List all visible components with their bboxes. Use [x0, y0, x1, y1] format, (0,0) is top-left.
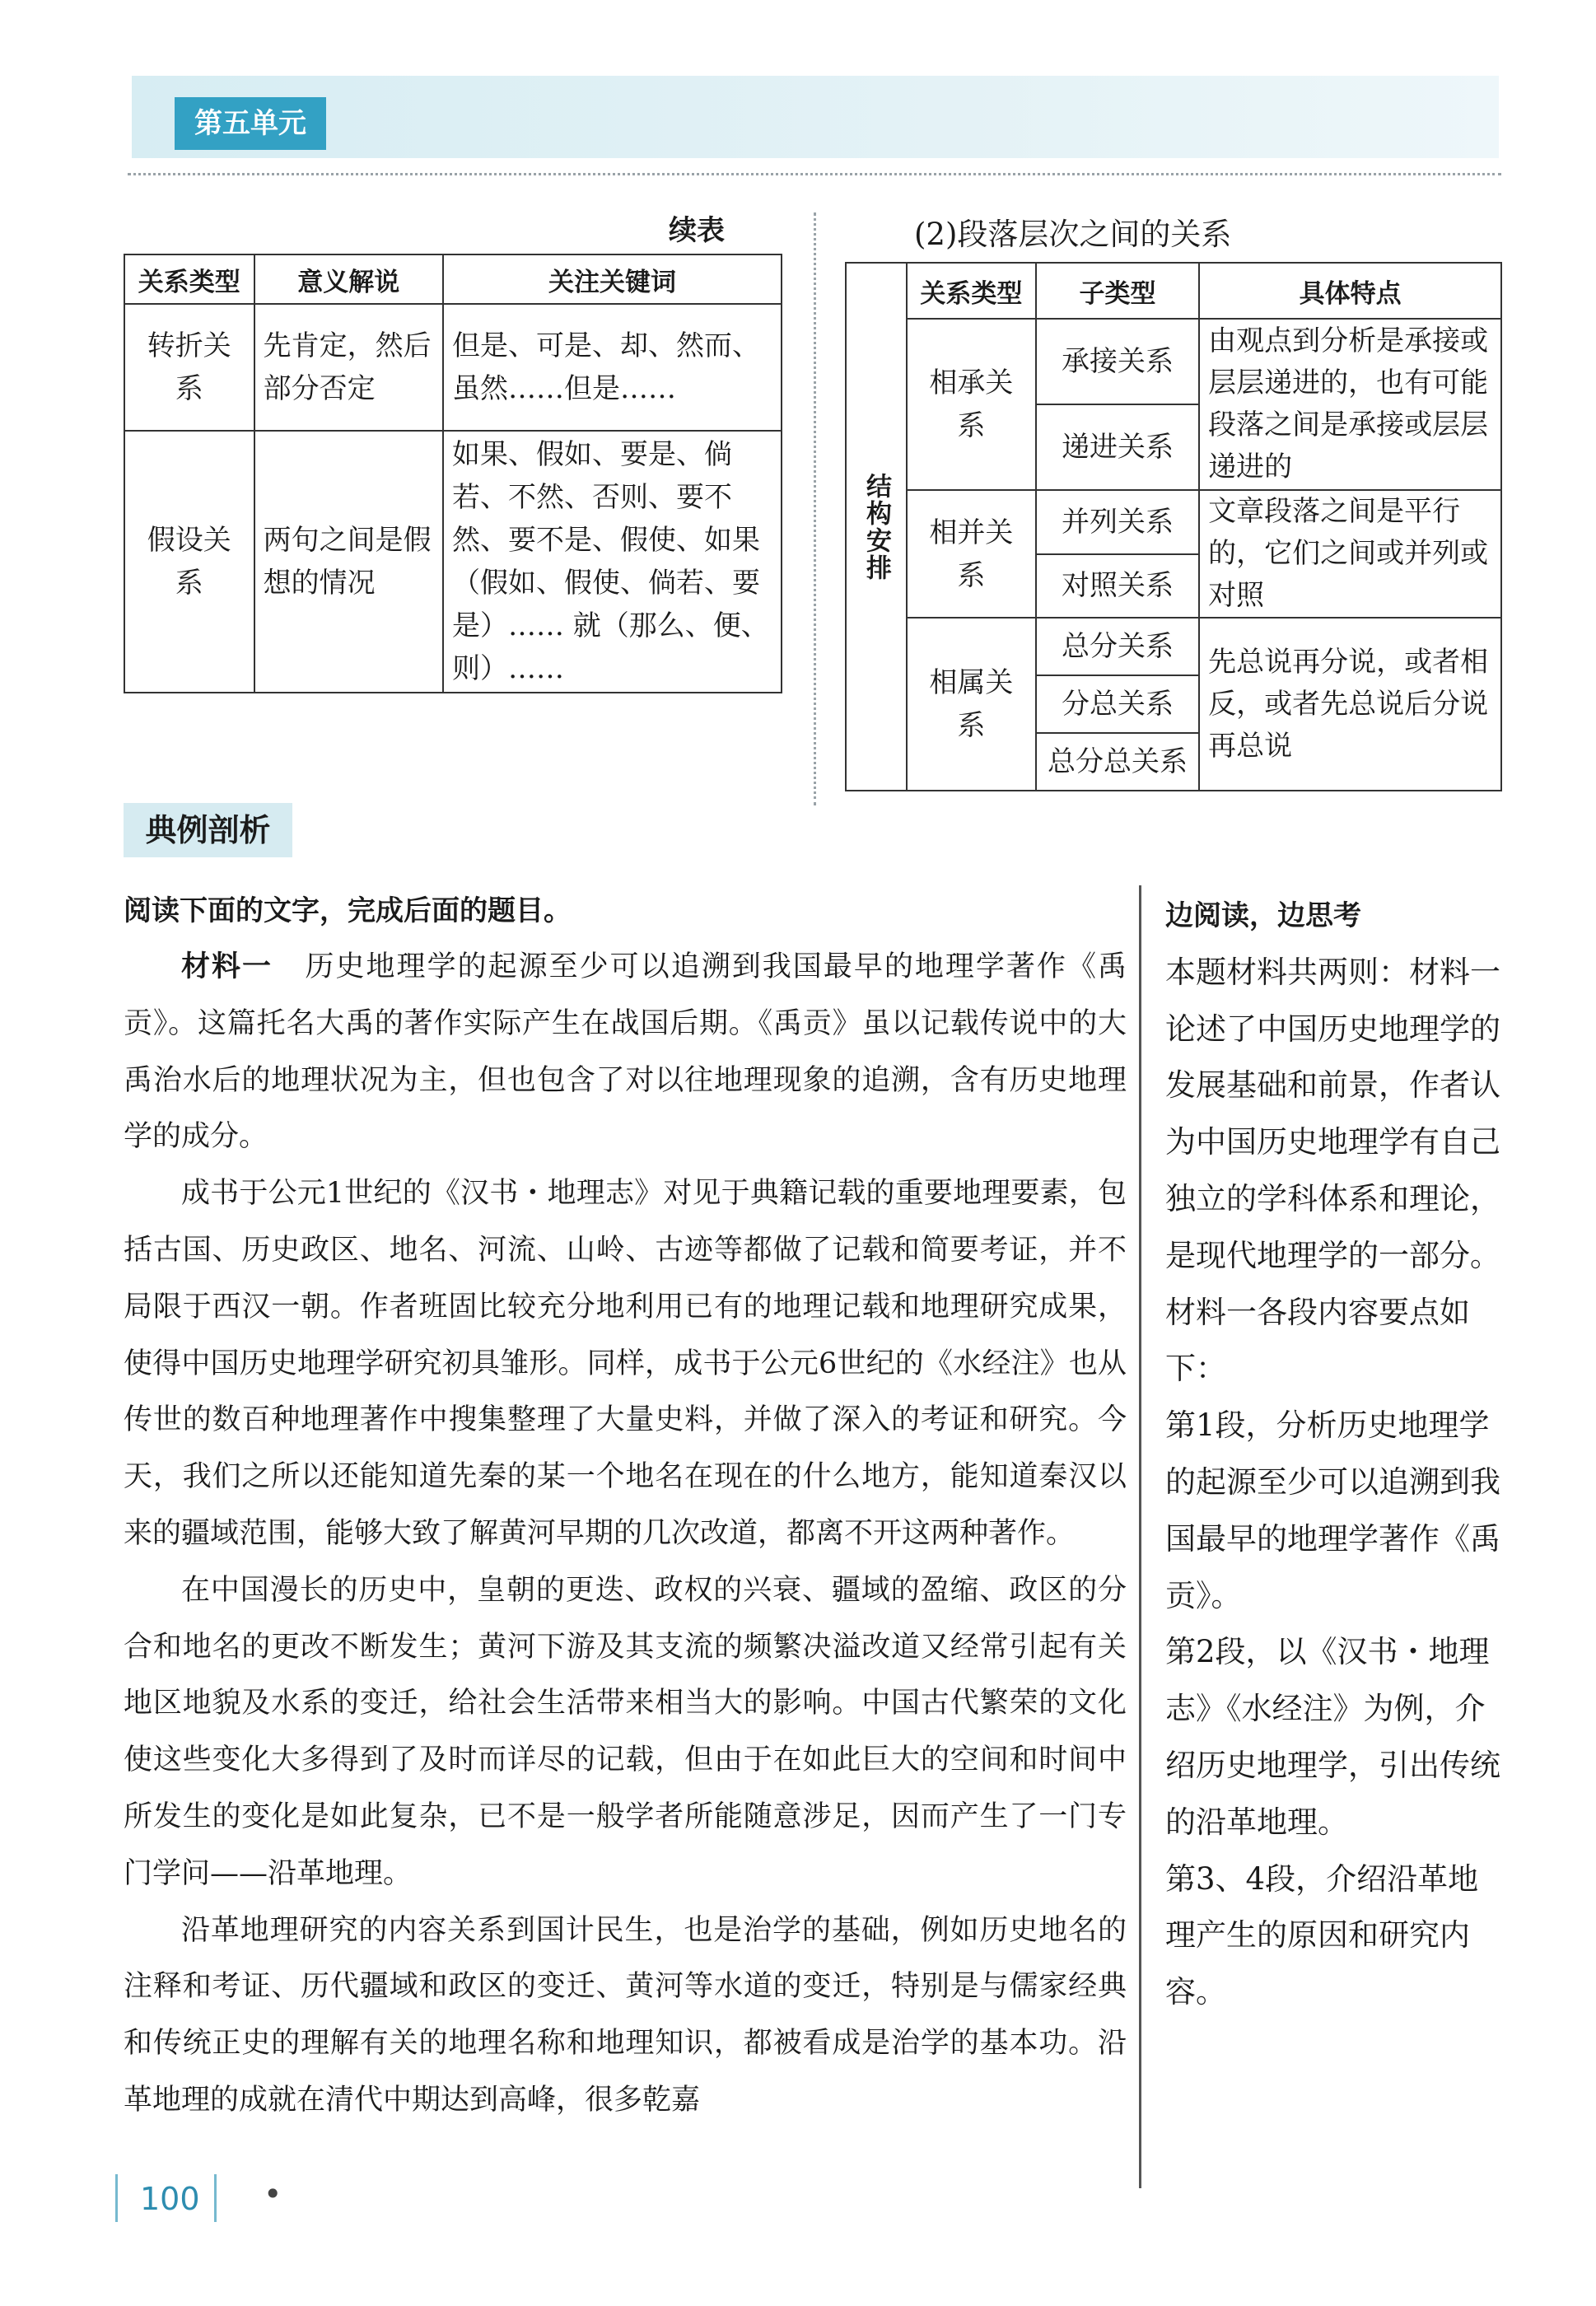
sidebar-note: 第2段，以《汉书・地理志》《水经注》为例，介绍历史地理学，引出传统的沿革地理。	[1165, 1634, 1500, 1840]
page-number-bar-right	[214, 2174, 217, 2222]
table-row	[124, 431, 782, 693]
relation-type-cell: 相承关系	[907, 319, 1036, 490]
structure-relation-table	[845, 262, 1502, 791]
subtype-cell: 对照关系	[1036, 554, 1199, 619]
column-divider	[814, 212, 816, 805]
continued-table-label: 续表	[669, 214, 725, 247]
material-label: 材料一	[181, 950, 273, 983]
relation-table-continued	[124, 254, 782, 693]
unit-header-band	[132, 76, 1499, 158]
col-header-feature: 具体特点	[1199, 263, 1501, 319]
subtype-cell: 承接关系	[1036, 319, 1199, 404]
col-header-type: 关系类型	[907, 263, 1036, 319]
col-header-subtype: 子类型	[1036, 263, 1199, 319]
structure-side-label: 结构安排	[846, 263, 907, 791]
meaning-cell: 先肯定，然后部分否定	[254, 304, 443, 431]
paragraph-text: 历史地理学的起源至少可以追溯到我国最早的地理学著作《禹贡》。这篇托名大禹的著作实际产生在战国后期。《禹贡》虽以记载传说中的大禹治水后的地理状况为主，但也包含了对以往地理现象的追溯，含有历史地理学的成分。	[124, 950, 1127, 1154]
table-subtitle: (2)段落层次之间的关系	[914, 217, 1232, 252]
unit-label: 第五单元	[175, 97, 326, 150]
page-dot: •	[264, 2176, 282, 2212]
col-header-keywords: 关注关键词	[443, 254, 782, 304]
sidebar-note: 本题材料共两则：材料一论述了中国历史地理学的发展基础和前景，作者认为中国历史地理学有自己独立的学科体系和理论，是现代地理学的一部分。	[1165, 954, 1500, 1273]
reading-instruction: 阅读下面的文字，完成后面的题目。	[124, 894, 572, 927]
page-number-bar-left	[115, 2174, 118, 2222]
sidebar-note: 第1段，分析历史地理学的起源至少可以追溯到我国最早的地理学著作《禹贡》。	[1165, 1407, 1500, 1613]
keywords-cell: 如果、假如、要是、倘若、不然、否则、要不然、要不是、假使、如果（假如、假使、倘若、要是）…… 就（那么、便、则）……	[443, 431, 782, 693]
feature-cell: 文章段落之间是平行的，它们之间或并列或对照	[1199, 490, 1501, 618]
feature-cell: 先总说再分说，或者相反，或者先总说后分说再总说	[1199, 618, 1501, 791]
sidebar-notes	[1165, 888, 1501, 2021]
feature-cell: 由观点到分析是承接或层层递进的，也有可能段落之间是承接或层层递进的	[1199, 319, 1501, 490]
col-header-meaning: 意义解说	[254, 254, 443, 304]
subtype-cell: 总分关系	[1036, 618, 1199, 675]
table-row	[124, 304, 782, 431]
meaning-cell: 两句之间是假想的情况	[254, 431, 443, 693]
subtype-cell: 递进关系	[1036, 404, 1199, 490]
sidebar-divider	[1139, 885, 1141, 2188]
sidebar-note: 材料一各段内容要点如下：	[1165, 1294, 1470, 1387]
subtype-cell: 总分总关系	[1036, 733, 1199, 791]
header-divider	[128, 173, 1501, 175]
reading-passage	[124, 939, 1127, 2129]
section-title: 典例剖析	[124, 803, 292, 857]
passage-paragraph: 成书于公元1世纪的《汉书・地理志》对见于典籍记载的重要地理要素，包括古国、历史政区、地名、河流、山岭、古迹等都做了记载和简要考证，并不局限于西汉一朝。作者班固比较充分地利用已有的地理记载和地理研究成果，使得中国历史地理学研究初具雏形。同样，成书于公元6世纪的《水经注》也从传世的数百种地理著作中搜集整理了大量史料，并做了深入的考证和研究。今天，我们之所以还能知道先秦的某一个地名在现在的什么地方，能知道秦汉以来的疆域范围，能够大致了解黄河早期的几次改道，都离不开这两种著作。	[124, 1177, 1127, 1550]
passage-paragraph: 沿革地理研究的内容关系到国计民生，也是治学的基础，例如历史地名的注释和考证、历代疆域和政区的变迁、黄河等水道的变迁，特别是与儒家经典和传统正史的理解有关的地理名称和地理知识，都被看成是治学的基本功。沿革地理的成就在清代中期达到高峰，很多乾嘉	[124, 1913, 1127, 2117]
relation-type-cell: 相并关系	[907, 490, 1036, 618]
page-number: 100	[140, 2181, 200, 2217]
keywords-cell: 但是、可是、却、然而、虽然……但是……	[443, 304, 782, 431]
subtype-cell: 并列关系	[1036, 490, 1199, 554]
sidebar-note: 第3、4段，介绍沿革地理产生的原因和研究内容。	[1165, 1860, 1479, 2010]
passage-paragraph	[124, 939, 1127, 1165]
passage-paragraph: 在中国漫长的历史中，皇朝的更迭、政权的兴衰、疆域的盈缩、政区的分合和地名的更改不断发生；黄河下游及其支流的频繁决溢改道又经常引起有关地区地貌及水系的变迁，给社会生活带来相当大的影响。中国古代繁荣的文化使这些变化大多得到了及时而详尽的记载，但由于在如此巨大的空间和时间中所发生的变化是如此复杂，已不是一般学者所能随意涉足，因而产生了一门专门学问——沿革地理。	[124, 1573, 1127, 1890]
relation-type-cell: 转折关系	[124, 304, 254, 431]
sidebar-title: 边阅读，边思考	[1165, 899, 1361, 932]
relation-type-cell: 假设关系	[124, 431, 254, 693]
col-header-type: 关系类型	[124, 254, 254, 304]
relation-type-cell: 相属关系	[907, 618, 1036, 791]
subtype-cell: 分总关系	[1036, 675, 1199, 733]
